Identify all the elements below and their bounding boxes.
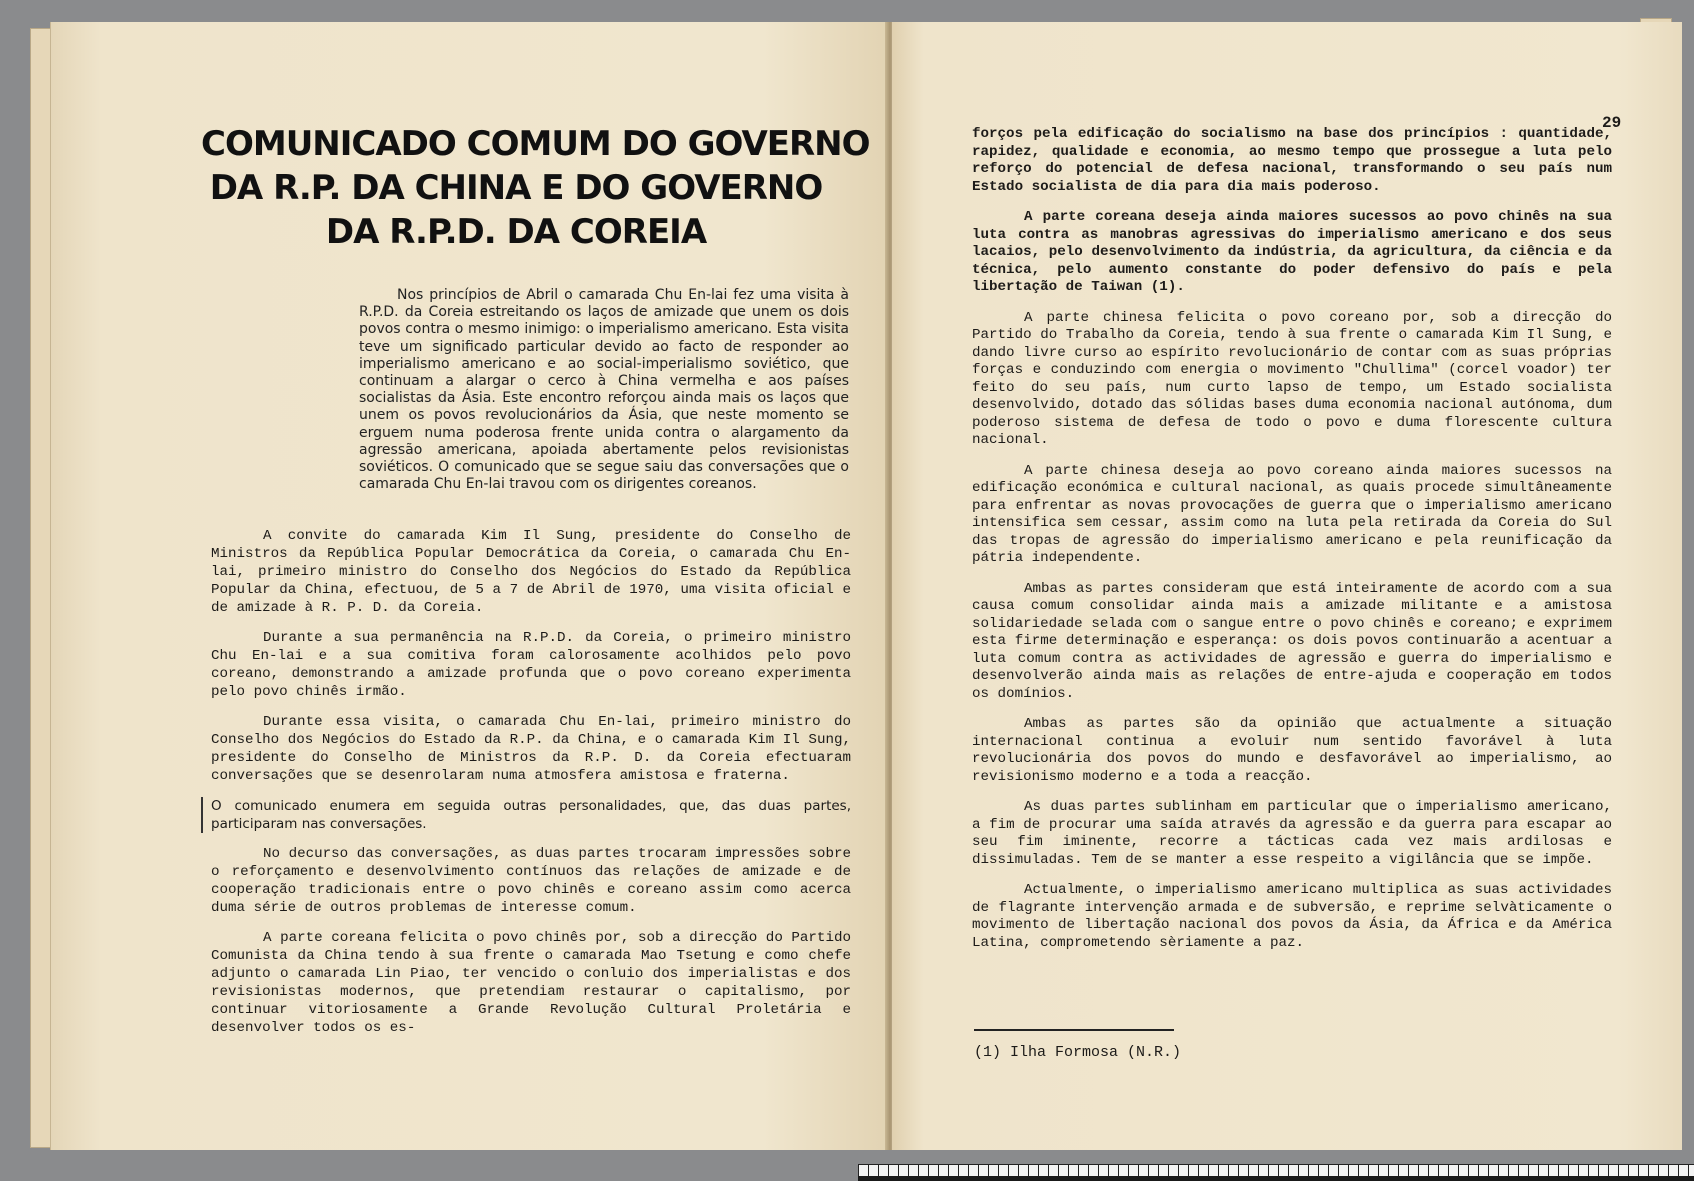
intro-paragraph [359,287,849,493]
paragraph: A parte chinesa felicita o povo coreano por, sob a direcção do Partido do Trabalho da Coreia, tendo à sua frente o camarada Kim Il Sung, e dando livre curso ao espírito revolucionário de contar com as suas próprias forças e conduzindo com energia o movimento "Chullima" (corcel voador) ter feito do seu país, num curto lapso de tempo, um Estado socialista desenvolvido, dotado das sólidas bases duma economia nacional autónoma, dum poderoso sistema de defesa de todo o povo e duma florescente cultura nacional. [972,309,1612,448]
title-line: DA R.P. DA CHINA E DO GOVERNO [209,168,823,208]
paragraph: Durante essa visita, o camarada Chu En-lai, primeiro ministro do Conselho dos Negócios do Estado da R.P. da China, e o camarada Kim Il Sung, presidente do Conselho de Ministros da R.P. D. da Coreia efectuaram conversações que se desenrolaram numa atmosfera amistosa e fraterna. [211,714,851,784]
intro-text: Nos princípios de Abril o camarada Chu En-lai fez uma visita à R.P.D. da Coreia estreitando os laços de amizade que unem os dois povos contra o mesmo inimigo: o imperialismo americano. Esta visita teve um significado particular devido ao facto de responder ao imperialismo americano e ao social-imperialismo soviético, que continuam a alargar o cerco à China vermelha e aos países socialistas da Ásia. Este encontro reforçou ainda mais os laços que unem os povos revolucionários da Ásia, que neste momento se erguem numa poderosa frente unida contra o alargamento da agressão americana, apoiada abertamente pelos revisionistas soviéticos. O comunicado que se segue saiu das conversações que o camarada Chu En-lai travou com os dirigentes coreanos. [359,287,849,493]
left-body-text [211,527,851,1049]
paragraph: Actualmente, o imperialismo americano multiplica as suas actividades de flagrante intervenção armada e de subversão, e reprime selvàticamente o movimento de libertação nacional dos povos da Ásia, da África e da América Latina, comprometendo sèriamente a paz. [972,882,1612,951]
editor-note: O comunicado enumera em seguida outras personalidades, que, das duas partes, participaram nas conversações. [201,797,851,833]
paragraph: A parte coreana felicita o povo chinês por, sob a direcção do Partido Comunista da China tendo à sua frente o camarada Mao Tsetung e como chefe adjunto o camarada Lin Piao, ter vencido o conluio dos imperialistas e dos revisionistas modernos, que pretendiam restaurar o capitalismo, por continuar vitoriosamente a Grande Revolução Cultural Proletária e desenvolver todos os es- [211,930,851,1036]
footnote-rule [974,1029,1174,1031]
paragraph: A convite do camarada Kim Il Sung, presidente do Conselho de Ministros da República Popular Democrática da Coreia, o camarada Chu En-lai, primeiro ministro do Conselho dos Negócios do Estado da República Popular da China, efectuou, de 5 a 7 de Abril de 1970, uma visita oficial e de amizade à R. P. D. da Coreia. [211,528,851,616]
left-page [50,22,888,1150]
right-page [892,22,1682,1150]
document-title [201,122,870,254]
paragraph: As duas partes sublinham em particular que o imperialismo americano, a fim de procurar uma saída através da agressão e da guerra para escapar ao seu fim iminente, recorre a tácticas cada vez mais ardilosas e dissimuladas. Tem de se manter a esse respeito a vigilância que se impõe. [972,799,1612,868]
title-line: COMUNICADO COMUM DO GOVERNO [201,124,870,164]
paragraph: Durante a sua permanência na R.P.D. da Coreia, o primeiro ministro Chu En-lai e a sua comitiva foram calorosamente acolhidos pelo povo coreano, demonstrando a amizade profunda que o povo coreano experimenta pelo povo chinês irmão. [211,630,851,700]
open-booklet [30,22,1670,1150]
page-number: 29 [1602,114,1622,132]
paragraph: Ambas as partes são da opinião que actualmente a situação internacional continua a evoluir num sentido favorável à luta revolucionária dos povos do mundo e desfavorável ao imperialismo, ao revisionismo moderno e a toda a reacção. [972,716,1612,785]
ruler-base [858,1176,1694,1181]
scale-ruler [858,1164,1694,1181]
footnote: (1) Ilha Formosa (N.R.) [974,1044,1182,1061]
paragraph: No decurso das conversações, as duas partes trocaram impressões sobre o reforçamento e desenvolvimento contínuos das relações de amizade e de cooperação tradicionais entre o povo chinês e coreano assim como acerca duma série de outros problemas de interesse comum. [211,846,851,916]
continuation-paragraph: forços pela edificação do socialismo na base dos princípios : quantidade, rapidez, qualidade e economia, ao mesmo tempo que prossegue a luta pelo reforço do potencial de defesa nacional, transformando o seu país num Estado socialista de dia para dia mais poderoso. [972,126,1612,195]
title-line: DA R.P.D. DA COREIA [325,212,707,252]
paragraph: A parte chinesa deseja ao povo coreano ainda maiores sucessos na edificação económica e cultural nacional, as quais procede simultâneamente para enfrentar as novas provocações de guerra que o imperialismo americano intensifica sem cessar, assim como na luta pela retirada da Coreia do Sul das tropas de agressão do imperialismo americano e pela reunificação da pátria independente. [972,462,1612,566]
paragraph: A parte coreana deseja ainda maiores sucessos ao povo chinês na sua luta contra as manobras agressivas do imperialismo americano e dos seus lacaios, pelo desenvolvimento da indústria, da agricultura, da ciência e da técnica, pelo aumento constante do poder defensivo do país e pela libertação de Taiwan (1). [972,209,1612,295]
right-body-text [972,126,1612,965]
paragraph: Ambas as partes consideram que está inteiramente de acordo com a sua causa comum consolidar ainda mais a amizade militante e a amistosa solidariedade selada com o sangue entre o povo chinês e coreano; e exprimem esta firme determinação e esperança: os dois povos continuarão a acentuar a luta comum contra as actividades de agressão e guerra do imperialismo e desenvolverão ainda mais as relações de entre-ajuda e cooperação em todos os domínios. [972,580,1612,702]
